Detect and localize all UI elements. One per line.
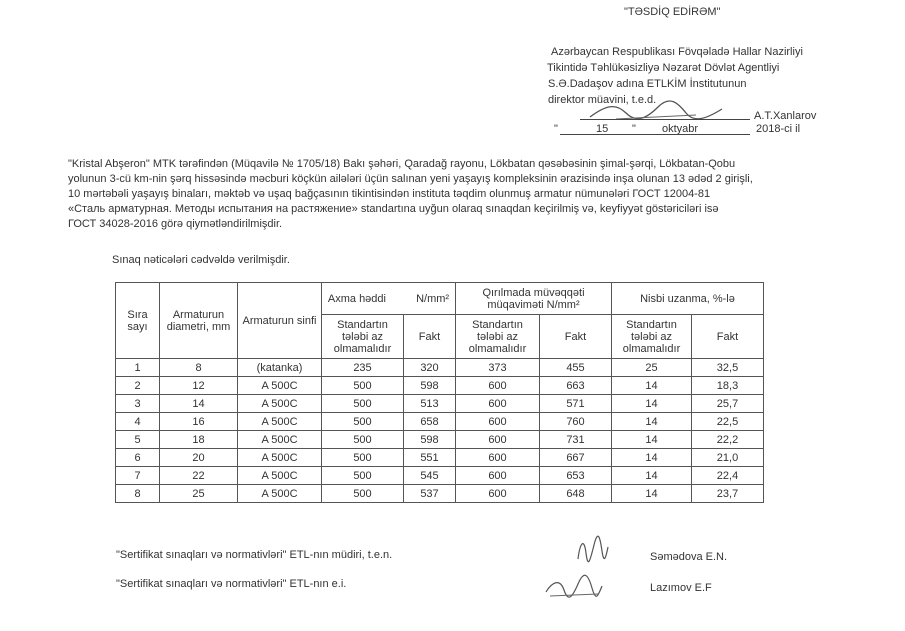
approval-title: "TƏSDİQ EDİRƏM" [624, 6, 721, 18]
table-row [116, 449, 764, 467]
date-year: 2018-ci il [756, 123, 801, 135]
table-row [116, 395, 764, 413]
cell-elong-standard: 14 [612, 431, 692, 449]
approval-line-ministry: Azərbaycan Respublikası Fövqəladə Hallar Nazirliyi [551, 46, 803, 58]
cell-elong-fact: 21,0 [692, 449, 764, 467]
table-row [116, 431, 764, 449]
cell-row-number: 6 [116, 449, 160, 467]
date-day: 15 [596, 123, 609, 135]
approval-line-agency: Tikintidə Təhlükəsizliyə Nəzarət Dövlət Agentliyi [547, 62, 780, 74]
cell-class: A 500C [238, 449, 322, 467]
cell-elong-fact: 22,5 [692, 413, 764, 431]
cell-elong-standard: 14 [612, 395, 692, 413]
cell-row-number: 5 [116, 431, 160, 449]
cell-yield-fact: 598 [404, 377, 456, 395]
results-table [115, 282, 764, 503]
cell-row-number: 8 [116, 485, 160, 503]
cell-class: A 500C [238, 395, 322, 413]
table-row [116, 467, 764, 485]
cell-class: A 500C [238, 413, 322, 431]
cell-diameter: 8 [160, 359, 238, 377]
cell-tensile-fact: 667 [540, 449, 612, 467]
cell-tensile-standard: 600 [456, 485, 540, 503]
cell-elong-fact: 18,3 [692, 377, 764, 395]
header-tensile: Qırılmada müvəqqəti müqaviməti N/mm² [456, 283, 612, 315]
cell-yield-fact: 537 [404, 485, 456, 503]
header-elongation: Nisbi uzanma, %-lə [612, 283, 764, 315]
cell-elong-fact: 25,7 [692, 395, 764, 413]
intro-line: «Сталь арматурная. Методы испытания на растяжение» standartına uyğun olaraq sınaqdan keçirilmiş və, keyfiyyət göstəriciləri isə [68, 203, 719, 215]
approval-line-position: direktor müavini, t.e.d. [548, 94, 657, 106]
cell-yield-standard: 500 [322, 395, 404, 413]
approval-line-institute: S.Ə.Dadaşov adına ETLKİM İnstitutunun [548, 78, 747, 90]
cell-yield-fact: 598 [404, 431, 456, 449]
cell-elong-fact: 23,7 [692, 485, 764, 503]
cell-tensile-fact: 653 [540, 467, 612, 485]
cell-diameter: 22 [160, 467, 238, 485]
cell-yield-fact: 551 [404, 449, 456, 467]
signature-line [580, 119, 750, 120]
cell-yield-standard: 500 [322, 413, 404, 431]
date-quote-close: " [632, 123, 636, 135]
cell-tensile-fact: 455 [540, 359, 612, 377]
date-underline [560, 134, 750, 135]
cell-yield-standard: 500 [322, 377, 404, 395]
results-title: Sınaq nəticələri cədvəldə verilmişdir. [112, 254, 290, 266]
cell-elong-standard: 14 [612, 377, 692, 395]
intro-line: yolunun 3-cü km-nin şərq hissəsində məcburi köçkün ailələri üçün salınan yeni yaşayış kompleksinin ərazisində inşa olunan 13 ədəd 2 girişli, [68, 173, 753, 185]
header-elong-fact: Fakt [692, 315, 764, 359]
cell-elong-standard: 14 [612, 413, 692, 431]
cell-yield-standard: 235 [322, 359, 404, 377]
intro-line: ГОСТ 34028-2016 görə qiymətləndirilmişdir. [68, 218, 283, 230]
header-diameter: Armaturun diametri, mm [160, 283, 238, 359]
cell-tensile-standard: 600 [456, 377, 540, 395]
cell-class: A 500C [238, 485, 322, 503]
footer-name-engineer: Lazımov E.F [650, 582, 712, 594]
header-yield-label: Axma həddi [327, 292, 386, 305]
header-elong-standard: Standartın tələbi az olmamalıdır [612, 315, 692, 359]
table-row [116, 359, 764, 377]
header-tensile-standard: Standartın tələbi az olmamalıdır [456, 315, 540, 359]
cell-class: A 500C [238, 377, 322, 395]
cell-yield-fact: 513 [404, 395, 456, 413]
footer-role-engineer: "Sertifikat sınaqları və normativləri" ETL-nın e.i. [116, 578, 347, 590]
date-quote-open: " [554, 123, 558, 135]
cell-tensile-standard: 600 [456, 395, 540, 413]
head-signature [572, 533, 612, 565]
cell-yield-standard: 500 [322, 485, 404, 503]
intro-paragraph [68, 157, 868, 232]
cell-row-number: 2 [116, 377, 160, 395]
cell-tensile-standard: 600 [456, 413, 540, 431]
cell-tensile-standard: 600 [456, 467, 540, 485]
header-row-number: Sıra sayı [116, 283, 160, 359]
cell-tensile-fact: 760 [540, 413, 612, 431]
cell-elong-standard: 25 [612, 359, 692, 377]
cell-row-number: 1 [116, 359, 160, 377]
engineer-signature [542, 568, 606, 604]
approval-signer: A.T.Xanlarov [754, 110, 817, 122]
header-yield-unit: N/mm² [416, 292, 450, 305]
cell-diameter: 12 [160, 377, 238, 395]
cell-diameter: 20 [160, 449, 238, 467]
cell-diameter: 14 [160, 395, 238, 413]
header-yield-standard: Standartın tələbi az olmamalıdır [322, 315, 404, 359]
cell-row-number: 7 [116, 467, 160, 485]
intro-line: "Kristal Abşeron" MTK tərəfindən (Müqavilə № 1705/18) Bakı şəhəri, Qaradağ rayonu, Lökbatan qəsəbəsinin şimal-şərqi, Lökbatan-Qobu [68, 158, 736, 170]
cell-diameter: 18 [160, 431, 238, 449]
date-month: oktyabr [662, 123, 699, 135]
header-yield-fact: Fakt [404, 315, 456, 359]
cell-tensile-fact: 731 [540, 431, 612, 449]
header-tensile-fact: Fakt [540, 315, 612, 359]
cell-yield-fact: 658 [404, 413, 456, 431]
cell-diameter: 25 [160, 485, 238, 503]
header-yield [322, 283, 456, 315]
cell-tensile-fact: 571 [540, 395, 612, 413]
cell-yield-standard: 500 [322, 467, 404, 485]
cell-tensile-fact: 648 [540, 485, 612, 503]
cell-tensile-standard: 600 [456, 431, 540, 449]
cell-elong-standard: 14 [612, 449, 692, 467]
cell-elong-standard: 14 [612, 485, 692, 503]
cell-yield-standard: 500 [322, 449, 404, 467]
cell-yield-standard: 500 [322, 431, 404, 449]
cell-tensile-standard: 373 [456, 359, 540, 377]
cell-elong-fact: 22,4 [692, 467, 764, 485]
cell-tensile-standard: 600 [456, 449, 540, 467]
cell-class: A 500C [238, 467, 322, 485]
cell-tensile-fact: 663 [540, 377, 612, 395]
cell-elong-fact: 22,2 [692, 431, 764, 449]
cell-yield-fact: 545 [404, 467, 456, 485]
table-row [116, 413, 764, 431]
header-class: Armaturun sinfi [238, 283, 322, 359]
cell-class: A 500C [238, 431, 322, 449]
table-row [116, 485, 764, 503]
cell-diameter: 16 [160, 413, 238, 431]
cell-elong-fact: 32,5 [692, 359, 764, 377]
intro-line: 10 mərtəbəli yaşayış binaları, məktəb və uşaq bağçasının tikintisindən instituta təqdim olunmuş armatur nümunələri ГОСТ 12004-81 [68, 188, 711, 200]
footer-role-head: "Sertifikat sınaqları və normativləri" ETL-nın müdiri, t.e.n. [116, 549, 393, 561]
table-row [116, 377, 764, 395]
cell-yield-fact: 320 [404, 359, 456, 377]
cell-class: (katanka) [238, 359, 322, 377]
cell-elong-standard: 14 [612, 467, 692, 485]
cell-row-number: 3 [116, 395, 160, 413]
footer-name-head: Səmədova E.N. [650, 551, 728, 563]
cell-row-number: 4 [116, 413, 160, 431]
